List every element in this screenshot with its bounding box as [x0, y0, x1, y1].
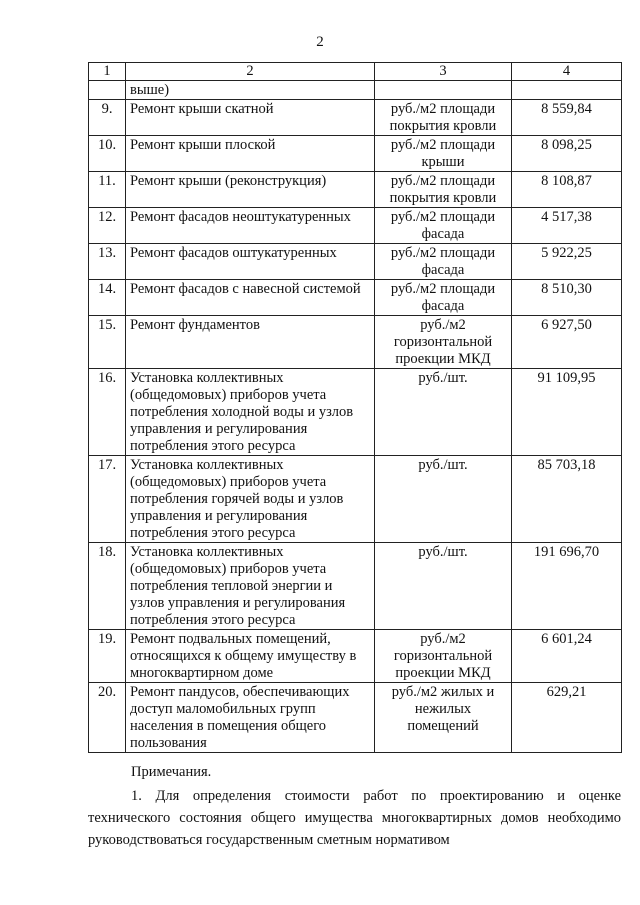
price-value: 629,21	[512, 683, 622, 753]
price-value: 91 109,95	[512, 369, 622, 456]
unit-of-measure: руб./м2 площади фасада	[375, 280, 512, 316]
work-name: Ремонт фасадов неоштукатуренных	[126, 208, 375, 244]
row-number: 19.	[89, 630, 126, 683]
unit-of-measure: руб./м2 площади фасада	[375, 208, 512, 244]
price-value: 8 098,25	[512, 136, 622, 172]
table-row	[89, 81, 622, 100]
row-number: 9.	[89, 100, 126, 136]
column-header: 2	[126, 63, 375, 81]
unit-of-measure: руб./шт.	[375, 369, 512, 456]
table-row	[89, 244, 622, 280]
row-number: 10.	[89, 136, 126, 172]
work-name: выше)	[126, 81, 375, 100]
work-name: Установка коллективных (общедомовых) приборов учета потребления тепловой энергии и узлов управления и регулирования потребления этого ресурса	[126, 543, 375, 630]
unit-of-measure: руб./м2 площади покрытия кровли	[375, 172, 512, 208]
price-value: 4 517,38	[512, 208, 622, 244]
page-number: 2	[316, 34, 324, 50]
table-row	[89, 316, 622, 369]
column-header: 1	[89, 63, 126, 81]
table-row	[89, 280, 622, 316]
unit-of-measure: руб./м2 горизонтальной проекции МКД	[375, 630, 512, 683]
column-header: 4	[512, 63, 622, 81]
unit-of-measure: руб./шт.	[375, 543, 512, 630]
row-number: 13.	[89, 244, 126, 280]
row-number: 18.	[89, 543, 126, 630]
price-value	[512, 81, 622, 100]
row-number: 12.	[89, 208, 126, 244]
price-value: 8 510,30	[512, 280, 622, 316]
work-name: Ремонт крыши (реконструкция)	[126, 172, 375, 208]
work-name: Ремонт фундаментов	[126, 316, 375, 369]
table-header-row	[89, 63, 622, 81]
row-number	[89, 81, 126, 100]
table-row	[89, 208, 622, 244]
notes-title: Примечания.	[131, 764, 212, 780]
table-row	[89, 543, 622, 630]
row-number: 16.	[89, 369, 126, 456]
unit-of-measure: руб./м2 площади крыши	[375, 136, 512, 172]
notes-paragraph: 1. Для определения стоимости работ по проектированию и оценке технического состояния общего имущества многоквартирных домов необходимо руководствоваться государственным сметным нормативом	[88, 788, 621, 848]
work-name: Ремонт фасадов оштукатуренных	[126, 244, 375, 280]
table-row	[89, 136, 622, 172]
unit-of-measure: руб./м2 жилых и нежилых помещений	[375, 683, 512, 753]
work-name: Установка коллективных (общедомовых) приборов учета потребления горячей воды и узлов управления и регулирования потребления этого ресурса	[126, 456, 375, 543]
table-row	[89, 369, 622, 456]
price-value: 85 703,18	[512, 456, 622, 543]
column-header: 3	[375, 63, 512, 81]
work-name: Ремонт крыши плоской	[126, 136, 375, 172]
row-number: 14.	[89, 280, 126, 316]
table-row	[89, 683, 622, 753]
price-value: 191 696,70	[512, 543, 622, 630]
unit-of-measure	[375, 81, 512, 100]
table-row	[89, 456, 622, 543]
rates-table	[88, 62, 622, 753]
row-number: 11.	[89, 172, 126, 208]
unit-of-measure: руб./м2 горизонтальной проекции МКД	[375, 316, 512, 369]
work-name: Ремонт пандусов, обеспечивающих доступ маломобильных групп населения в помещения общего пользования	[126, 683, 375, 753]
unit-of-measure: руб./м2 площади фасада	[375, 244, 512, 280]
work-name: Ремонт подвальных помещений, относящихся к общему имуществу в многоквартирном доме	[126, 630, 375, 683]
row-number: 17.	[89, 456, 126, 543]
work-name: Установка коллективных (общедомовых) приборов учета потребления холодной воды и узлов управления и регулирования потребления этого ресурса	[126, 369, 375, 456]
table-row	[89, 100, 622, 136]
unit-of-measure: руб./м2 площади покрытия кровли	[375, 100, 512, 136]
row-number: 20.	[89, 683, 126, 753]
price-value: 8 108,87	[512, 172, 622, 208]
price-value: 6 601,24	[512, 630, 622, 683]
row-number: 15.	[89, 316, 126, 369]
work-name: Ремонт фасадов с навесной системой	[126, 280, 375, 316]
work-name: Ремонт крыши скатной	[126, 100, 375, 136]
table-row	[89, 172, 622, 208]
price-value: 5 922,25	[512, 244, 622, 280]
price-value: 6 927,50	[512, 316, 622, 369]
price-value: 8 559,84	[512, 100, 622, 136]
table-row	[89, 630, 622, 683]
unit-of-measure: руб./шт.	[375, 456, 512, 543]
